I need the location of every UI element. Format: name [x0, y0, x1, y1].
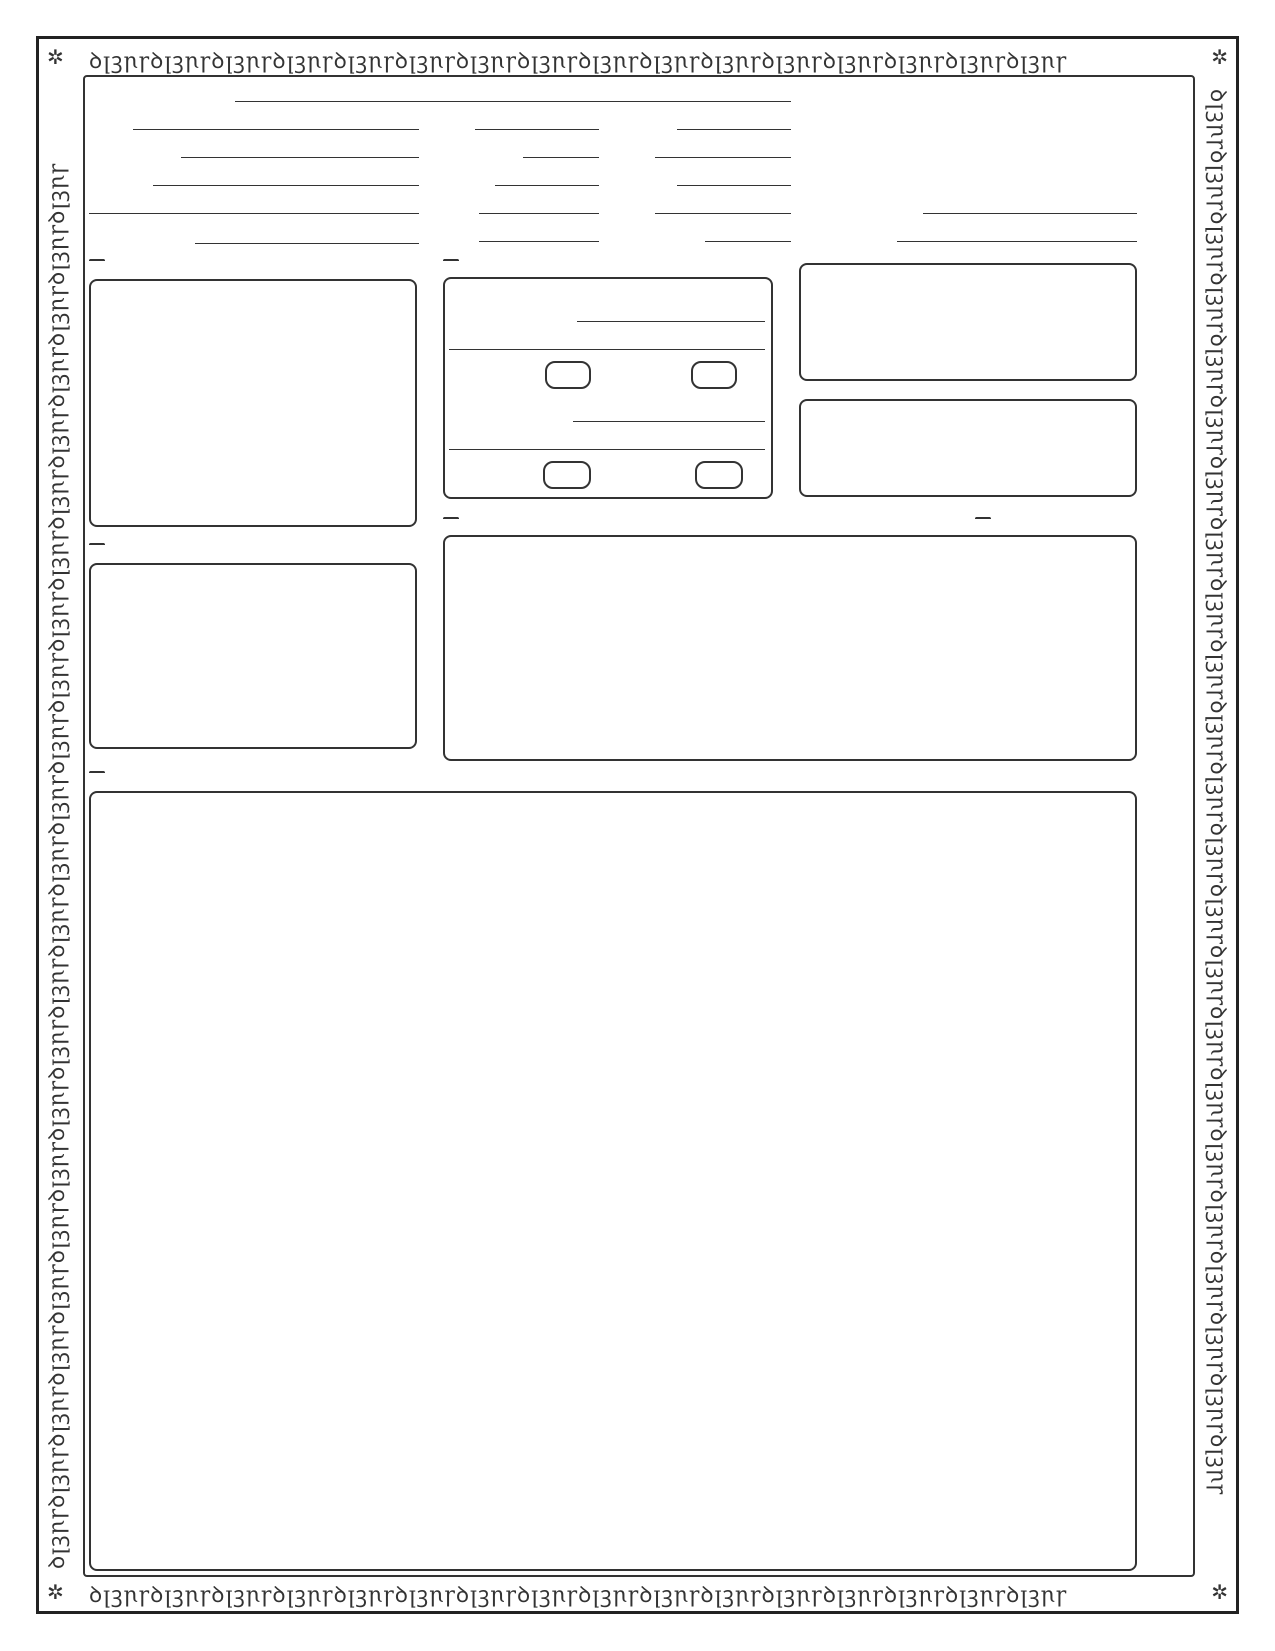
nimbleness-penalty-box[interactable] [691, 361, 737, 389]
homeland-field[interactable] [181, 157, 419, 158]
weariness-title [975, 517, 991, 519]
damage-absorbed-box[interactable] [545, 361, 591, 389]
player-name-field[interactable] [923, 213, 1137, 214]
eyes-field[interactable] [655, 213, 791, 214]
orders-field[interactable] [153, 185, 419, 186]
birth-date-field[interactable] [523, 157, 599, 158]
health-panel [443, 535, 1137, 761]
character-sheet [36, 36, 1239, 1614]
reactions-title [89, 543, 105, 545]
defence-panel [799, 399, 1137, 497]
armour-shield-title [443, 259, 459, 261]
tengwar-border-bottom: ꝺꞁꝫꞃꞅꝺꞁꝫꞃꞅꝺꞁꝫꞃꞅꝺꞁꝫꞃꞅꝺꞁꝫꞃꞅꝺꞁꝫꞃꞅꝺꞁꝫꞃꞅꝺꞁꝫꞃꞅꝺꞁꝫꞃꞅꝺꞁꝫꞃꞅꝺꞁꝫꞃꞅꝺꞁꝫꞃꞅꝺꞁꝫꞃꞅꝺꞁꝫꞃꞅꝺꞁꝫꞃꞅꝺꞁꝫꞃꞅ [89, 1583, 1068, 1608]
skills-panel [89, 791, 1137, 1571]
chronicle-field[interactable] [897, 241, 1137, 242]
attributes-panel [89, 279, 417, 527]
orders-field-2[interactable] [89, 213, 419, 214]
ranged-attack-mod-box[interactable] [695, 461, 743, 489]
shield-carried-field[interactable] [573, 421, 765, 422]
skills-title [89, 771, 105, 773]
tengwar-border-top: ꝺꞁꝫꞃꞅꝺꞁꝫꞃꞅꝺꞁꝫꞃꞅꝺꞁꝫꞃꞅꝺꞁꝫꞃꞅꝺꞁꝫꞃꞅꝺꞁꝫꞃꞅꝺꞁꝫꞃꞅꝺꞁꝫꞃꞅꝺꞁꝫꞃꞅꝺꞁꝫꞃꞅꝺꞁꝫꞃꞅꝺꞁꝫꞃꞅꝺꞁꝫꞃꞅꝺꞁꝫꞃꞅꝺꞁꝫꞃꞅ [89, 49, 1068, 74]
armour-worn-field[interactable] [577, 321, 765, 322]
attributes-title [89, 259, 105, 261]
weight-field[interactable] [677, 185, 791, 186]
corner-ornament-icon: ✲ [47, 1582, 64, 1604]
health-title [443, 517, 459, 519]
race-field[interactable] [133, 129, 419, 130]
handedness-field[interactable] [705, 241, 791, 242]
shield-carried-field-2[interactable] [449, 449, 765, 450]
gender-field[interactable] [677, 129, 791, 130]
hair-field[interactable] [479, 213, 599, 214]
height-field[interactable] [495, 185, 599, 186]
skin-field[interactable] [479, 241, 599, 242]
corner-ornament-icon: ✲ [1211, 47, 1228, 69]
sheet-body [83, 75, 1195, 1577]
age-field[interactable] [475, 129, 599, 130]
tengwar-border-right: ꝺꞁꝫꞃꞅꝺꞁꝫꞃꞅꝺꞁꝫꞃꞅꝺꞁꝫꞃꞅꝺꞁꝫꞃꞅꝺꞁꝫꞃꞅꝺꞁꝫꞃꞅꝺꞁꝫꞃꞅꝺꞁꝫꞃꞅꝺꞁꝫꞃꞅꝺꞁꝫꞃꞅꝺꞁꝫꞃꞅꝺꞁꝫꞃꞅꝺꞁꝫꞃꞅꝺꞁꝫꞃꞅꝺꞁꝫꞃꞅꝺꞁꝫꞃꞅꝺꞁꝫꞃꞅꝺꞁꝫꞃꞅꝺꞁꝫꞃꞅꝺꞁꝫꞃꞅꝺꞁꝫꞃꞅꝺꞁꝫꞃꞅ [1205, 89, 1230, 1496]
lotr-logo [825, 81, 1125, 87]
parry-bonus-box[interactable] [543, 461, 591, 489]
armour-worn-field-2[interactable] [449, 349, 765, 350]
reactions-panel [89, 563, 417, 749]
elite-orders-field[interactable] [195, 243, 419, 244]
character-name-field[interactable] [235, 101, 791, 102]
size-field[interactable] [655, 157, 791, 158]
corner-ornament-icon: ✲ [1211, 1582, 1228, 1604]
renown-panel [799, 263, 1137, 381]
corner-ornament-icon: ✲ [47, 47, 64, 69]
tengwar-border-left: ꝺꞁꝫꞃꞅꝺꞁꝫꞃꞅꝺꞁꝫꞃꞅꝺꞁꝫꞃꞅꝺꞁꝫꞃꞅꝺꞁꝫꞃꞅꝺꞁꝫꞃꞅꝺꞁꝫꞃꞅꝺꞁꝫꞃꞅꝺꞁꝫꞃꞅꝺꞁꝫꞃꞅꝺꞁꝫꞃꞅꝺꞁꝫꞃꞅꝺꞁꝫꞃꞅꝺꞁꝫꞃꞅꝺꞁꝫꞃꞅꝺꞁꝫꞃꞅꝺꞁꝫꞃꞅꝺꞁꝫꞃꞅꝺꞁꝫꞃꞅꝺꞁꝫꞃꞅꝺꞁꝫꞃꞅꝺꞁꝫꞃꞅ [45, 162, 70, 1569]
